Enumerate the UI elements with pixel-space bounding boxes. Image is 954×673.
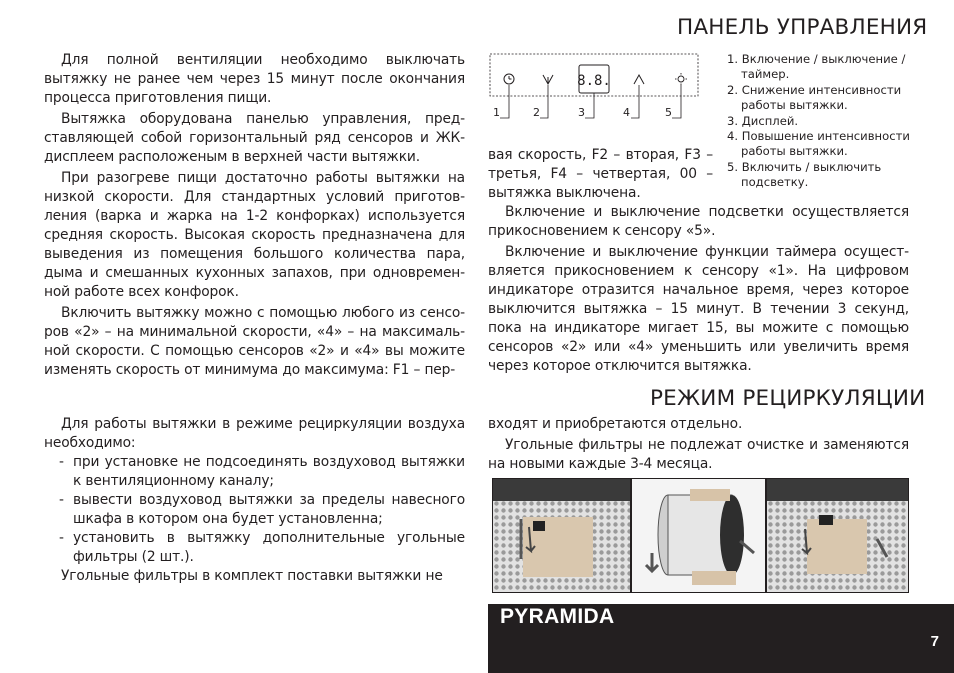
display-digits: 8.8. <box>577 73 611 89</box>
heading-control-panel: ПАНЕЛЬ УПРАВЛЕНИЯ <box>677 15 928 40</box>
paragraph: Включение и выключение функции таймера осущест-вляется прикосновением к сенсору «1». На цифровом индикаторе отразится начальное время, через которое выключится вытяжка – 15 минут. В течении 3 секунд, пока на индикаторе мигает 15, вы можите с помощью сенсоров «2» или «4» уменьшить или увеличить время через которое отключится вытяжка. <box>488 244 909 374</box>
panel-number-4: 4 <box>623 106 630 119</box>
legend-item: 4. Повышение интенсивности работы вытяжки. <box>727 129 910 159</box>
paragraph: Включение и выключение подсветки осуществляется прикосновением к сенсору «5». <box>488 204 909 239</box>
panel-number-2: 2 <box>533 106 540 119</box>
panel-number-5: 5 <box>665 106 672 119</box>
footer-bar <box>488 604 954 673</box>
filter-install-photo-3 <box>766 478 909 593</box>
paragraph: Вытяжка оборудована панелью управления, пред-ставляющей собой горизонтальный ряд сенсоров и ЖК-дисплеем расположеным в верхней части вытяжки. <box>44 111 465 165</box>
legend-item: 5. Включить / выключить подсветку. <box>727 159 882 190</box>
paragraph: Для полной вентиляции необходимо выключать вытяжку не ранее чем через 15 минут после окончания процесса приготовления пищи. <box>44 52 465 106</box>
brand-logo: PYRAMIDA <box>500 605 615 628</box>
chevron-down-icon <box>543 75 553 84</box>
chevron-up-icon <box>634 75 644 84</box>
list-item: - установить в вытяжку дополнительные угольные фильтры (2 шт.). <box>44 529 465 567</box>
filter-install-photo-1 <box>492 478 631 593</box>
paragraph: Угольные фильтры в комплект поставки вытяжки не <box>61 568 443 584</box>
legend-item: 3. Дисплей. <box>727 113 799 128</box>
list-item: - вывести воздуховод вытяжки за пределы навесного шкафа в котором она будет установленна; <box>44 491 465 529</box>
requirements-list <box>44 453 465 567</box>
paragraph: При разогреве пищи достаточно работы вытяжки на низкой скорости. Для стандартных условий приготов-ления (варка и жарка на 1-2 конфорках) используется средняя скорость. Высокая скорость предназначена для выведения из помещения большого количества пара, дыма и смешанных кухонных запахов, при одновремен-ной работе всех конфорок. <box>44 170 465 300</box>
filter-install-photo-2 <box>631 478 766 593</box>
legend-item: 1. Включение / выключение / таймер. <box>727 52 906 82</box>
light-icon <box>675 73 687 85</box>
heading-recirculation: РЕЖИМ РЕЦИРКУЛЯЦИИ <box>650 386 926 411</box>
right-column-bottom <box>488 415 909 474</box>
paragraph: Для работы вытяжки в режиме рециркуляции воздуха необходимо: <box>44 416 465 451</box>
paragraph: входят и приобретаются отдельно. <box>488 416 743 432</box>
power-timer-icon <box>504 74 514 84</box>
left-column-bottom <box>44 415 465 586</box>
right-column-continuation <box>488 146 713 203</box>
list-item: - при установке не подсоединять воздуховод вытяжки к вентиляционному каналу; <box>44 453 465 491</box>
right-column-top <box>488 203 909 376</box>
page-number: 7 <box>930 633 939 650</box>
paragraph: Включить вытяжку можно с помощью любого из сенсо-ров «2» – на минимальной скорости, «4» – на максималь-ной скорости. С помощью сенсоров «2» и «4» вы можите изменять скорость от минимума до максимума: F1 – пер- <box>44 305 465 378</box>
leader-lines <box>500 85 681 118</box>
legend-item: 2. Снижение интенсивности работы вытяжки. <box>727 82 902 113</box>
panel-number-3: 3 <box>578 106 585 119</box>
paragraph: вая скорость, F2 – вторая, F3 – третья, F4 – четвертая, 00 – вытяжка выключена. <box>488 147 713 201</box>
panel-number-1: 1 <box>493 106 500 119</box>
sensor-legend <box>727 52 927 191</box>
paragraph: Угольные фильтры не подлежат очистке и заменяются на новыми каждые 3-4 месяца. <box>488 437 909 472</box>
control-panel-diagram <box>488 52 718 124</box>
left-column-top <box>44 51 465 380</box>
